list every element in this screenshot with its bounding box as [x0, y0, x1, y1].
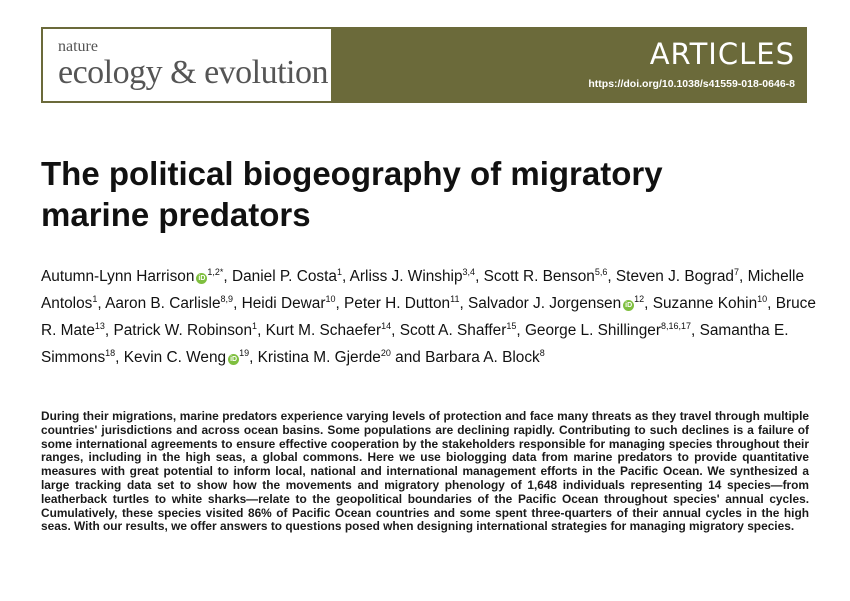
journal-name-large: ecology & evolution [58, 54, 329, 91]
author-affiliation: 12 [634, 293, 645, 304]
author-name[interactable]: Aaron B. Carlisle [105, 295, 221, 312]
author-separator: , [607, 268, 616, 285]
author-separator: , [341, 268, 350, 285]
author-name[interactable]: Scott R. Benson [483, 268, 595, 285]
author-separator: , [767, 295, 776, 312]
abstract: During their migrations, marine predators experience varying levels of protection and face many threats as they travel through multiple countries' jurisdictions and across ocean basins. Some populations are declining rapidly. Contributing to such declines is a failure of some international agreements to ensure effective cooperation by the stakeholders responsible for managing species throughout their ranges, including in the high seas, a global commons. Here we use biologging data from marine predators to provide quantitative measures with great potential to inform local, national and international management efforts in the Pacific Ocean. We synthesized a large tracking data set to show how the movements and migratory phenology of 1,648 individuals representing 14 species—from leatherback turtles to white sharks—relate to the geopolitical boundaries of the Pacific Ocean throughout species' annual cycles. Cumulatively, these species visited 86% of Pacific Ocean countries and some spent three-quarters of their annual cycles in the high seas. With our results, we offer answers to questions posed when designing international strategies for managing migratory species. [41, 409, 809, 534]
author-affiliation: 1 [92, 293, 98, 304]
author-affiliation: 1 [336, 266, 342, 277]
journal-masthead [41, 27, 807, 103]
author-separator: , [739, 268, 748, 285]
author-name[interactable]: Arliss J. Winship [349, 268, 463, 285]
author-name[interactable]: Michelle Antolos [41, 268, 805, 312]
author-name[interactable]: Suzanne Kohin [652, 295, 758, 312]
author-name[interactable]: Samantha E. Simmons [41, 322, 789, 366]
section-label: ARTICLES [649, 37, 795, 71]
author-separator: , [644, 295, 653, 312]
author-name[interactable]: Kevin C. Weng [123, 349, 227, 366]
orcid-icon[interactable]: iD [198, 275, 206, 282]
article-title: The political biogeography of migratory marine predators [41, 155, 663, 233]
author-separator: , [104, 322, 114, 339]
author-name[interactable]: Bruce R. Mate [41, 295, 816, 339]
orcid-icon[interactable]: iD [230, 356, 238, 363]
doi-link[interactable]: https://doi.org/10.1038/s41559-018-0646-8 [588, 78, 795, 90]
author-separator: , [223, 268, 232, 285]
author-affiliation: 14 [381, 320, 392, 331]
orcid-icon[interactable]: iD [625, 302, 633, 309]
author-separator: and [390, 349, 426, 366]
author-name[interactable]: Kristina M. Gjerde [257, 349, 381, 366]
author-separator: , [459, 295, 469, 312]
author-name[interactable]: Barbara A. Block [425, 349, 540, 366]
author-name[interactable]: Salvador J. Jorgensen [468, 295, 622, 312]
author-name[interactable]: Peter H. Dutton [344, 295, 451, 312]
author-affiliation: 11 [450, 293, 460, 304]
author-separator: , [115, 349, 124, 366]
author-affiliation: 8,9 [220, 293, 234, 304]
author-affiliation: 8,16,17 [660, 320, 691, 331]
author-affiliation: 20 [380, 347, 391, 358]
author-separator: , [475, 268, 484, 285]
author-name[interactable]: Daniel P. Costa [231, 268, 337, 285]
author-name[interactable]: Heidi Dewar [241, 295, 326, 312]
author-separator: , [97, 295, 106, 312]
author-affiliation: 3,4 [462, 266, 476, 277]
section-band [331, 27, 807, 103]
author-separator: , [233, 295, 242, 312]
journal-logo [41, 27, 331, 103]
author-affiliation: 1 [252, 320, 258, 331]
author-separator: , [257, 322, 266, 339]
author-affiliation: 1,2* [207, 266, 224, 277]
author-separator: , [391, 322, 400, 339]
author-affiliation: 13 [94, 320, 105, 331]
author-name[interactable]: Scott A. Shaffer [399, 322, 507, 339]
author-affiliation: 8 [539, 347, 545, 358]
author-separator: , [249, 349, 258, 366]
author-affiliation: 19 [239, 347, 250, 358]
author-separator: , [335, 295, 345, 312]
author-list [41, 263, 821, 371]
author-affiliation: 18 [105, 347, 116, 358]
author-affiliation: 10 [325, 293, 336, 304]
journal-name-small: nature [58, 38, 98, 55]
author-name[interactable]: Kurt M. Schaefer [265, 322, 382, 339]
author-affiliation: 15 [506, 320, 517, 331]
author-name[interactable]: Patrick W. Robinson [113, 322, 253, 339]
author-name[interactable]: Steven J. Bograd [615, 268, 734, 285]
author-name[interactable]: Autumn-Lynn Harrison [41, 268, 195, 285]
author-affiliation: 10 [757, 293, 768, 304]
author-separator: , [691, 322, 700, 339]
author-affiliation: 5,6 [594, 266, 608, 277]
author-name[interactable]: George L. Shillinger [524, 322, 661, 339]
author-affiliation: 7 [734, 266, 740, 277]
author-separator: , [516, 322, 525, 339]
